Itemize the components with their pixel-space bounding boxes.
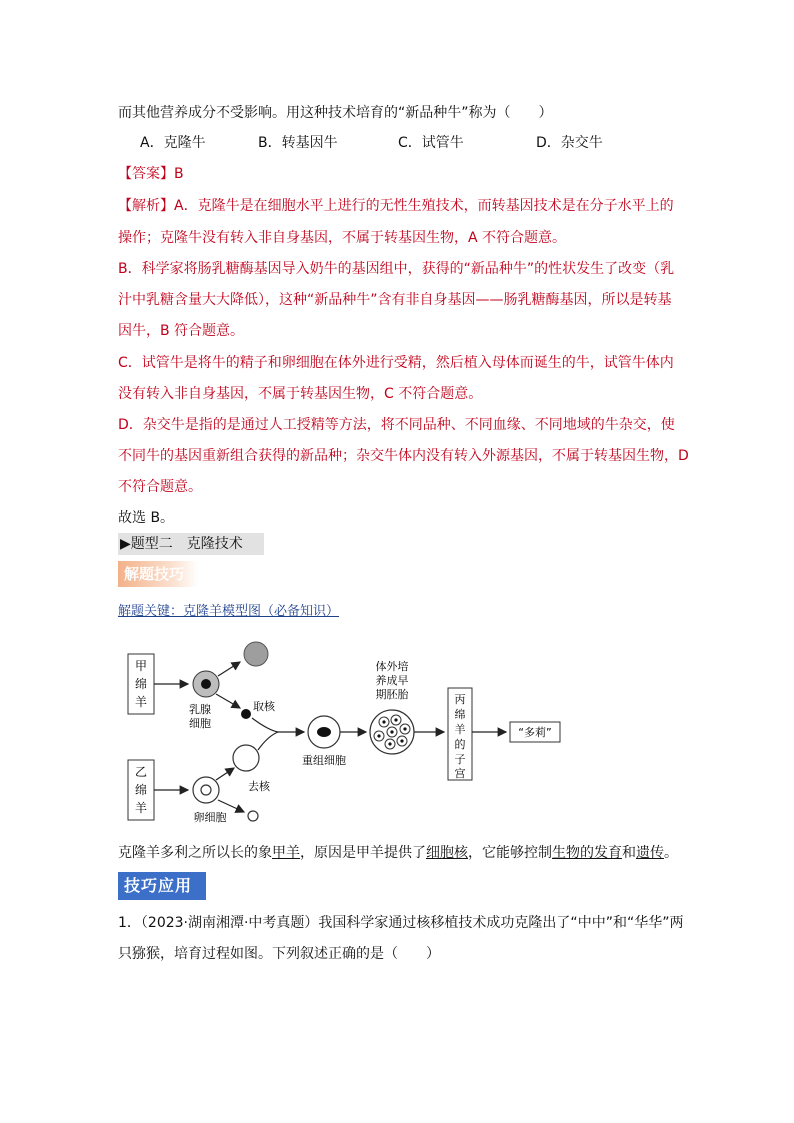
analysis-line-7: 没有转入非自身基因，不属于转基因生物，C 不符合题意。 — [118, 386, 483, 402]
sheep-b-char-1: 乙 — [134, 765, 148, 779]
analysis-line-1: 【解析】A．克隆牛是在细胞水平上进行的无性生殖技术，而转基因技术是在分子水平上的 — [118, 198, 674, 214]
analysis-line-10: 不符合题意。 — [118, 479, 202, 495]
svg-text:绵: 绵 — [454, 708, 466, 721]
analysis-line-3: B．科学家将肠乳糖酶基因导入奶牛的基因组中，获得的“新品种牛”的性状发生了改变（乳 — [118, 261, 675, 277]
analysis-line-4: 汁中乳糖含量大大降低），这种“新品种牛”含有非自身基因——肠乳糖酶基因，所以是转基 — [118, 292, 672, 308]
summary-line: 克隆羊多利之所以长的象甲羊，原因是甲羊提供了细胞核，它能够控制生物的发育和遗传。 — [118, 845, 678, 861]
exercise-line-1: 1．（2023·湖南湘潭·中考真题）我国科学家通过核移植技术成功克隆出了“中中”和“华华”两 — [118, 915, 684, 931]
option-b: B．转基因牛 — [258, 135, 338, 151]
recombined-nucleus — [317, 727, 331, 737]
egg-nucleus — [201, 785, 211, 795]
sheep-b-char-2: 绵 — [134, 783, 148, 797]
apply-badge: 技巧应用 — [118, 872, 206, 900]
remove-nucleus-label: 去核 — [248, 780, 270, 793]
underline-heredity: 遗传 — [636, 845, 664, 861]
removed-nucleus — [248, 811, 258, 821]
sheep-a-char-1: 甲 — [134, 659, 148, 673]
answer-value: B — [174, 166, 184, 182]
embryo-label-1: 体外培 — [375, 660, 409, 673]
mammary-nucleus — [201, 679, 211, 689]
sheep-a-char-3: 羊 — [134, 695, 148, 709]
analysis-line-6: C．试管牛是将牛的精子和卵细胞在体外进行受精，然后植入母体而诞生的牛，试管牛体内 — [118, 355, 674, 371]
cloning-diagram — [118, 640, 568, 828]
dolly-label: “多莉” — [518, 726, 552, 739]
egg-cell-label: 卵细胞 — [193, 811, 227, 824]
underline-development: 生物的发育 — [552, 845, 622, 861]
mammary-label-2: 细胞 — [189, 717, 211, 730]
analysis-line-8: D．杂交牛是指的是通过人工授精等方法，将不同品种、不同血缘、不同地域的牛杂交，使 — [118, 417, 675, 433]
option-c: C．试管牛 — [398, 135, 464, 151]
svg-text:羊: 羊 — [454, 723, 466, 736]
skill-badge: 解题技巧 — [118, 561, 198, 587]
svg-text:宫: 宫 — [454, 767, 466, 780]
mammary-label-1: 乳腺 — [189, 703, 211, 716]
sheep-a-char-2: 绵 — [134, 677, 148, 691]
embryo-label-3: 期胚胎 — [375, 688, 409, 701]
embryo-label-2: 养成早 — [375, 674, 409, 687]
sheep-b-char-3: 羊 — [134, 801, 148, 815]
svg-text:丙: 丙 — [454, 693, 466, 706]
underline-sheep-a: 甲羊 — [272, 845, 300, 861]
enucleated-egg — [233, 745, 259, 771]
take-nucleus-label: 取核 — [253, 700, 275, 713]
analysis-line-5: 因牛，B 符合题意。 — [118, 323, 245, 339]
svg-text:的: 的 — [454, 738, 466, 751]
question-stem: 而其他营养成分不受影响。用这种技术培育的“新品种牛”称为（ ） — [118, 105, 553, 121]
key-point: 解题关键：克隆羊模型图（必备知识） — [118, 604, 340, 619]
exercise-line-2: 只猕猴，培育过程如图。下列叙述正确的是（ ） — [118, 946, 440, 962]
taken-nucleus — [241, 709, 251, 719]
discarded-cytoplasm — [244, 642, 268, 666]
svg-text:子: 子 — [454, 753, 466, 766]
analysis-tag: 【解析】 — [118, 198, 174, 214]
analysis-line-2: 操作；克隆牛没有转入非自身基因，不属于转基因生物，A 不符合题意。 — [118, 230, 567, 246]
analysis-line-9: 不同牛的基因重新组合获得的新品种；杂交牛体内没有转入外源基因，不属于转基因生物，D — [118, 448, 689, 464]
option-d: D．杂交牛 — [536, 135, 603, 151]
recombined-label: 重组细胞 — [302, 754, 346, 767]
option-a: A．克隆牛 — [140, 135, 206, 151]
analysis-conclusion: 故选 B。 — [118, 510, 175, 526]
section-title: ▶题型二 克隆技术 — [118, 533, 264, 555]
underline-nucleus: 细胞核 — [426, 845, 468, 861]
answer-line — [118, 164, 184, 184]
answer-tag: 【答案】 — [118, 166, 174, 182]
